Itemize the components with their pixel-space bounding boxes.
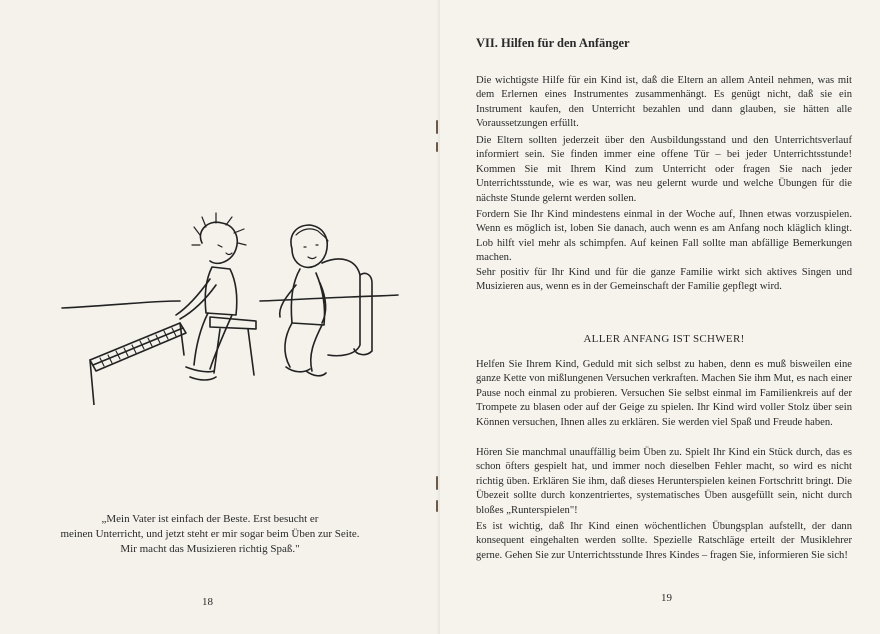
- paragraph-3: Fordern Sie Ihr Kind mindestens einmal in der Woche auf, Ihnen etwas vorzuspielen. Wenn es möglich ist, loben Sie danach, auch wenn es am Anfang noch kläglich klingt. Lob hilft viel mehr als schimpfen. Auf keinen Fall sollte man abfällige Bemerkungen machen.: [476, 209, 852, 264]
- binding-mark: [436, 476, 438, 490]
- piano-lesson-illustration: [60, 205, 400, 405]
- paragraph-1: Die wichtigste Hilfe für ein Kind ist, daß die Eltern an allem Anteil nehmen, was mit dem Erlernen eines Instrumentes zusammenhängt. Es genügt nicht, daß sie ein Instrument kaufen, den Unterricht bezahlen und dann glauben, sie hätten alle Voraussetzungen erfüllt.: [476, 75, 852, 130]
- illustration-caption: [60, 512, 360, 557]
- caption-line-1: „Mein Vater ist einfach der Beste. Erst besucht er: [101, 513, 319, 525]
- subheading: ALLER ANFANG IST SCHWER!: [583, 333, 745, 345]
- caption-line-3: Mir macht das Musizieren richtig Spaß.": [120, 543, 300, 555]
- section-heading: VII. Hilfen für den Anfänger: [476, 36, 630, 50]
- paragraph-6: Hören Sie manchmal unauffällig beim Üben zu. Spielt Ihr Kind ein Stück durch, das es schon öfters gespielt hat, und immer noch dieselben Fehler macht, so wird es nicht richtig üben. Erklären Sie ihm, daß dieses Herunterspielen keinen Fortschritt bringt. Die Übezeit sollte durch konzentriertes, systematisches Üben ausgefüllt sein, nicht durch bloßes „Runterspielen"!: [476, 447, 852, 516]
- binding-mark: [436, 500, 438, 512]
- paragraph-4: Sehr positiv für Ihr Kind und für die ganze Familie wirkt sich aktives Singen und Musizieren aus, wenn es in der Gemeinschaft der Familie gepflegt wird.: [476, 267, 852, 293]
- binding-mark: [436, 142, 438, 152]
- page-number-right: 19: [661, 592, 672, 604]
- paragraph-7: Es ist wichtig, daß Ihr Kind einen wöchentlichen Übungsplan aufstellt, der dann konsequent eingehalten werden sollte. Spezielle Ratschläge erteilt der Musiklehrer gerne. Gehen Sie zur Unterrichtsstunde Ihres Kindes – fragen Sie, informieren Sie sich!: [476, 521, 852, 561]
- caption-line-2: meinen Unterricht, und jetzt steht er mir sogar beim Üben zur Seite.: [60, 528, 360, 540]
- paragraph-5: Helfen Sie Ihrem Kind, Geduld mit sich selbst zu haben, denn es muß bisweilen eine ganze Kette von mißlungenen Versuchen verkraften. Machen Sie ihm Mut, es nach einer Pause noch einmal zu probieren. Versuchen Sie selbst einmal im Familienkreis auf der Trompete zu blasen oder auf der Geige zu spielen. Ihr Kind wird voller Stolz über sein Können versuchen, Ihnen alles zu erklären. Sie werden viel Spaß und Freude haben.: [476, 359, 852, 428]
- binding-mark: [436, 120, 438, 134]
- paragraph-2: Die Eltern sollten jederzeit über den Ausbildungsstand und den Unterrichtsverlauf informiert sein. Sie finden immer eine offene Tür – bei jeder Unterrichtsstunde! Kommen Sie mit Ihrem Kind zum Unterricht oder fragen Sie nach jeder Unterrichtsstunde, wie es war, was neu gelernt wurde und welche Übungen für die nächste Stunde gelernt werden sollen.: [476, 135, 852, 204]
- page-number-left: 18: [202, 596, 213, 608]
